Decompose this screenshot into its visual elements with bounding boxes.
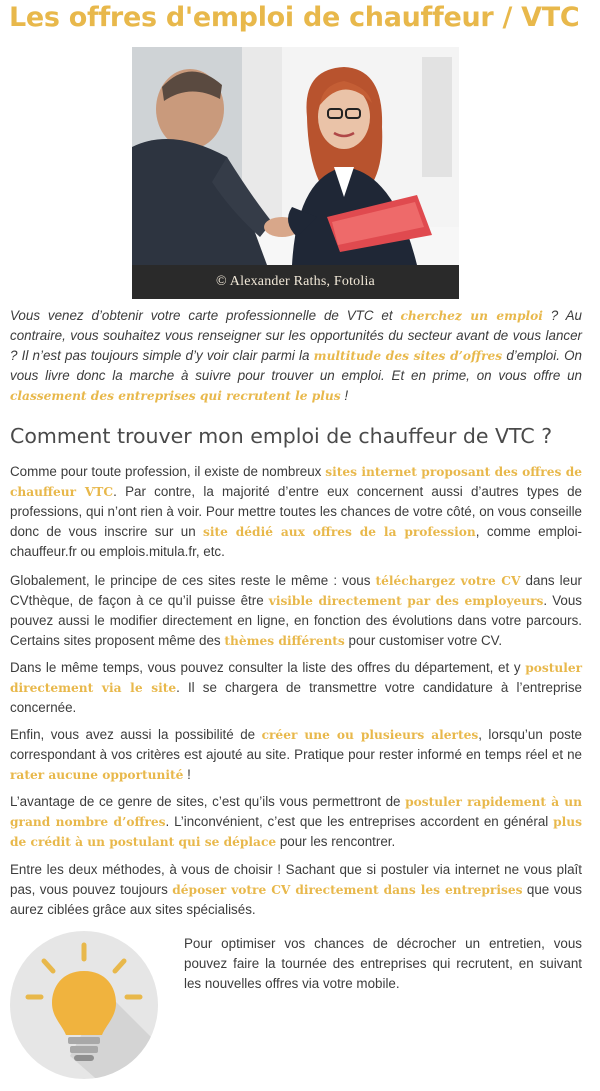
p6-text-2: que vous aurez ciblées grâce aux sites spécialisés. xyxy=(10,882,582,917)
intro-paragraph xyxy=(10,306,582,406)
paragraph-1 xyxy=(10,462,582,562)
section-heading: Comment trouver mon emploi de chauffeur de VTC ? xyxy=(10,424,553,448)
intro-text-2: ? Au contraire, vous souhaitez vous renseigner sur les opportunités du secteur avant de vous lancer ? Il n’est pas toujours simple d’y voir clair parmi la xyxy=(10,308,582,363)
p3-text-1: Dans le même temps, vous pouvez consulter la liste des offres du département, et y xyxy=(10,660,526,675)
p4-text-2: , lorsqu’un poste correspondant à vos critères est ajouté au site. Pratique pour rester informé en temps réel et ne xyxy=(10,727,583,762)
p1-text-2: . Par contre, la majorité d’entre eux concernent aussi d’autres types de professions, qui n’ont rien à voir. Pour mettre toutes les chances de votre côté, on vous conseille donc de vous inscrire sur un xyxy=(10,484,582,539)
hero-photo xyxy=(132,47,459,299)
lightbulb-icon xyxy=(10,931,158,1079)
intro-link-multitude-sites[interactable]: multitude des sites d’offres xyxy=(313,349,503,363)
intro-text-3: d’emploi. On vous livre donc la marche à suivre pour trouver un emploi. Et en prime, on vous offre un xyxy=(10,348,582,383)
p1-text-1: Comme pour toute profession, il existe de nombreux xyxy=(10,464,326,479)
p2-link-telechargez-cv[interactable]: téléchargez votre CV xyxy=(375,574,521,588)
p3-link-postuler-site[interactable]: postuler directement via le site xyxy=(10,661,582,695)
p5-link-postuler-rapidement[interactable]: postuler rapidement à un grand nombre d’offres xyxy=(10,795,582,829)
p2-text-4: pour customiser votre CV. xyxy=(344,633,503,648)
p5-text-3: pour les rencontrer. xyxy=(276,834,396,849)
p2-text-2: dans leur CVthèque, de façon à ce qu’il puisse être xyxy=(10,573,582,608)
p5-text-1: L’avantage de ce genre de sites, c’est qu’ils vous permettront de xyxy=(10,794,406,809)
p4-link-opportunite[interactable]: rater aucune opportunité xyxy=(10,768,184,782)
handshake-photo xyxy=(132,47,459,265)
p6-link-deposer-cv[interactable]: déposer votre CV directement dans les entreprises xyxy=(172,883,523,897)
intro-text-1: Vous venez d’obtenir votre carte professionnelle de VTC et xyxy=(10,308,401,323)
p5-text-2: . L’inconvénient, c’est que les entreprises accordent en général xyxy=(165,814,554,829)
paragraph-4 xyxy=(10,725,582,785)
paragraph-3 xyxy=(10,658,582,718)
photo-caption: © Alexander Raths, Fotolia xyxy=(132,265,459,299)
p5-link-credit-postulant[interactable]: plus de crédit à un postulant qui se déplace xyxy=(10,815,582,849)
intro-link-classement[interactable]: classement des entreprises qui recrutent le plus xyxy=(10,389,341,403)
p4-link-alertes[interactable]: créer une ou plusieurs alertes xyxy=(261,728,479,742)
tip-text: Pour optimiser vos chances de décrocher un entretien, vous pouvez faire la tournée des entreprises qui recrutent, en suivant les nouvelles offres via votre mobile. xyxy=(184,936,582,991)
p6-text-1: Entre les deux méthodes, à vous de choisir ! Sachant que si postuler via internet ne vous plaît pas, vous pouvez toujours xyxy=(10,862,582,897)
page-title: Les offres d'emploi de chauffeur / VTC xyxy=(9,2,580,33)
intro-text-4: ! xyxy=(340,388,349,403)
p1-link-site-dedie[interactable]: site dédié aux offres de la profession xyxy=(203,525,476,539)
paragraph-5 xyxy=(10,792,582,852)
p2-link-themes[interactable]: thèmes différents xyxy=(224,634,345,648)
p4-text-1: Enfin, vous avez aussi la possibilité de xyxy=(10,727,262,742)
intro-link-cherchez-emploi[interactable]: cherchez un emploi xyxy=(400,309,543,323)
p1-link-sites-internet[interactable]: sites internet proposant des offres de chauffeur VTC xyxy=(10,465,583,499)
p1-text-3: , comme emploi-chauffeur.fr ou emplois.mitula.fr, etc. xyxy=(10,524,583,559)
paragraph-2 xyxy=(10,571,582,651)
p3-text-2: . Il se chargera de transmettre votre candidature à l’entreprise concernée. xyxy=(10,680,582,715)
p2-text-1: Globalement, le principe de ces sites reste le même : vous xyxy=(10,573,376,588)
p4-text-3: ! xyxy=(183,767,191,782)
p2-link-visible-employeurs[interactable]: visible directement par des employeurs xyxy=(268,594,544,608)
paragraph-6 xyxy=(10,860,582,920)
p2-text-3: . Vous pouvez aussi le modifier directement en ligne, en fonction des évolutions dans votre parcours. Certains sites proposent même des xyxy=(10,593,582,648)
